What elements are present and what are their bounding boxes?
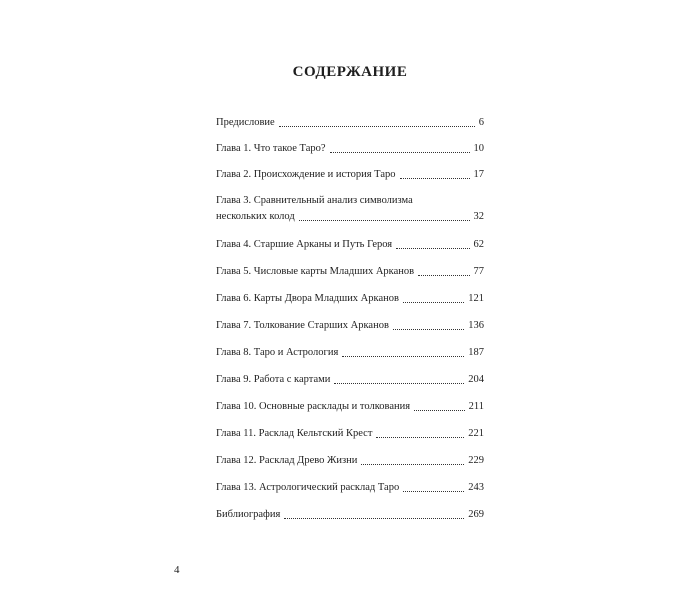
toc-entry — [216, 292, 484, 306]
toc-entry — [216, 194, 484, 224]
toc-entry-page: 121 — [468, 293, 484, 304]
dot-leader — [299, 220, 470, 221]
toc-entry-title: Глава 7. Толкование Старших Арканов — [216, 320, 389, 331]
dot-leader — [279, 126, 475, 127]
toc-entry-title: Глава 1. Что такое Таро? — [216, 143, 326, 154]
toc-entry-title-line1: Глава 3. Сравнительный анализ символизма — [216, 195, 413, 206]
toc-entry-page: 269 — [468, 509, 484, 520]
toc-entry-page: 32 — [473, 211, 484, 222]
toc-entry — [216, 454, 484, 468]
toc-entry-page: 10 — [473, 143, 484, 154]
toc-entry — [216, 427, 484, 441]
dot-leader — [400, 178, 470, 179]
toc-entry — [216, 142, 484, 156]
toc-entry — [216, 168, 484, 182]
toc-entry-page: 243 — [468, 482, 484, 493]
toc-entry — [216, 265, 484, 279]
toc-entry — [216, 373, 484, 387]
toc-entry-title: Глава 4. Старшие Арканы и Путь Героя — [216, 239, 393, 250]
toc-entry-page: 221 — [468, 428, 484, 439]
dot-leader — [393, 329, 464, 330]
dot-leader — [330, 152, 470, 153]
page-number: 4 — [174, 564, 180, 576]
toc-entry-title: Глава 10. Основные расклады и толкования — [216, 401, 411, 412]
toc-entry-page: 211 — [468, 401, 484, 412]
toc-entry — [216, 481, 484, 495]
dot-leader — [376, 437, 464, 438]
toc-entry-title: Библиография — [216, 509, 281, 520]
page-title: СОДЕРЖАНИЕ — [292, 64, 408, 80]
dot-leader — [284, 518, 464, 519]
dot-leader — [334, 383, 464, 384]
toc-entry-title: Глава 9. Работа с картами — [216, 374, 331, 385]
toc-entry — [216, 238, 484, 252]
toc-entry-page: 229 — [468, 455, 484, 466]
toc-entry-title: Глава 12. Расклад Древо Жизни — [216, 455, 358, 466]
toc-entry-title: нескольких колод — [216, 211, 295, 222]
toc-entry — [216, 319, 484, 333]
toc-entry-page: 187 — [468, 347, 484, 358]
dot-leader — [403, 491, 464, 492]
toc-entry-title: Глава 11. Расклад Кельтский Крест — [216, 428, 373, 439]
toc-entry-page: 77 — [473, 266, 484, 277]
toc-entry-title: Глава 8. Таро и Астрология — [216, 347, 339, 358]
toc-entry-page: 6 — [478, 117, 484, 128]
toc-entry-title: Предисловие — [216, 117, 275, 128]
dot-leader — [342, 356, 464, 357]
toc-entry-page: 17 — [473, 169, 484, 180]
toc-entry — [216, 508, 484, 522]
toc-entry-title: Глава 13. Астрологический расклад Таро — [216, 482, 400, 493]
toc-entry-page: 204 — [468, 374, 484, 385]
toc-entry — [216, 346, 484, 360]
dot-leader — [403, 302, 464, 303]
toc-entry-title: Глава 5. Числовые карты Младших Арканов — [216, 266, 415, 277]
dot-leader — [396, 248, 469, 249]
toc-entry-title: Глава 6. Карты Двора Младших Арканов — [216, 293, 399, 304]
toc-entry-page: 62 — [473, 239, 484, 250]
dot-leader — [418, 275, 469, 276]
toc-entry-title: Глава 2. Происхождение и история Таро — [216, 169, 396, 180]
toc-entry-page: 136 — [468, 320, 484, 331]
dot-leader — [414, 410, 465, 411]
dot-leader — [361, 464, 464, 465]
toc-entry — [216, 400, 484, 414]
toc-entry — [216, 116, 484, 130]
